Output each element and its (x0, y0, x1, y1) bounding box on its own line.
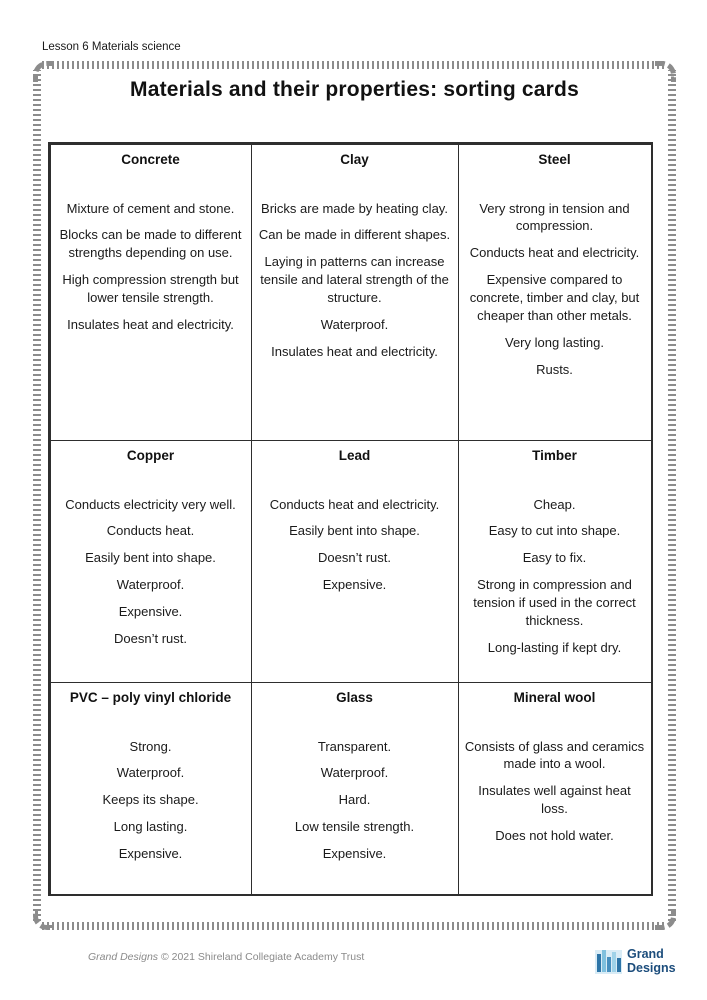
card-mineral-wool (458, 682, 652, 895)
card-timber (458, 440, 652, 683)
card-facts (56, 496, 246, 649)
card-facts (56, 738, 246, 864)
card-title: Glass (336, 689, 373, 705)
credit-brand: Grand Designs (88, 951, 159, 963)
card-fact: Hard. (338, 792, 371, 808)
card-fact: Insulates heat and electricity. (271, 344, 438, 360)
card-fact: Mixture of cement and stone. (66, 200, 235, 216)
card-facts (464, 496, 646, 658)
copyright-credit (88, 951, 364, 963)
card-fact: Blocks can be made to different strengths depending on use. (59, 227, 242, 261)
card-fact: Consists of glass and ceramics made into a wool. (464, 738, 645, 772)
card-clay (251, 144, 459, 441)
card-title: Timber (532, 447, 577, 463)
card-pvc (50, 682, 252, 895)
card-fact: Conducts electricity very well. (65, 496, 236, 512)
card-fact: Easily bent into shape. (85, 550, 216, 566)
card-facts (257, 200, 453, 362)
card-steel (458, 144, 652, 441)
card-fact: Bricks are made by heating clay. (261, 200, 448, 216)
page-title: Materials and their properties: sorting cards (130, 78, 579, 101)
card-fact: Conducts heat and electricity. (269, 496, 440, 512)
card-facts (464, 738, 646, 846)
card-fact: Easy to fix. (522, 550, 587, 566)
card-fact: Insulates heat and electricity. (67, 317, 234, 333)
card-fact: Insulates well against heat loss. (478, 783, 631, 817)
card-glass (251, 682, 459, 895)
credit-text: © 2021 Shireland Collegiate Academy Trust (158, 951, 365, 963)
card-fact: Doesn’t rust. (318, 550, 391, 566)
sorting-cards-table (48, 142, 653, 896)
card-fact: Expensive. (322, 846, 387, 862)
card-title: Steel (538, 151, 571, 167)
card-fact: Waterproof. (116, 765, 185, 781)
card-fact: Keeps its shape. (102, 792, 199, 808)
card-title: Lead (338, 447, 371, 463)
card-fact: Conducts heat and electricity. (469, 245, 640, 261)
logo-line2: Designs (627, 961, 676, 975)
frame-edge-top (42, 61, 667, 69)
grand-designs-logo (595, 947, 676, 977)
card-fact: Strong in compression and tension if used in the correct thickness. (473, 577, 636, 629)
card-title: Concrete (121, 151, 180, 167)
card-fact: Conducts heat. (106, 523, 195, 539)
card-concrete (50, 144, 252, 441)
card-fact: Rusts. (536, 362, 573, 378)
frame-corner-bottom-left (33, 909, 54, 930)
card-facts (464, 200, 646, 380)
card-fact: Expensive compared to concrete, timber and clay, but cheaper than other metals. (469, 272, 640, 324)
card-title: Mineral wool (513, 689, 596, 705)
card-fact: Cheap. (533, 496, 576, 512)
card-fact: Expensive. (118, 846, 183, 862)
frame-corner-bottom-right (655, 909, 676, 930)
card-lead (251, 440, 459, 683)
card-fact: Waterproof. (320, 317, 389, 333)
card-fact: Expensive. (322, 577, 387, 593)
frame-edge-right (668, 70, 676, 921)
frame-edge-bottom (42, 922, 667, 930)
card-fact: Very strong in tension and compression. (479, 200, 630, 234)
card-facts (257, 496, 453, 595)
card-fact: Waterproof. (116, 577, 185, 593)
card-fact: Low tensile strength. (294, 819, 415, 835)
card-title: Copper (126, 447, 175, 463)
card-fact: Waterproof. (320, 765, 389, 781)
card-copper (50, 440, 252, 683)
card-fact: Expensive. (118, 604, 183, 620)
lesson-header: Lesson 6 Materials science (42, 41, 181, 53)
card-fact: Doesn’t rust. (114, 631, 187, 647)
card-facts (56, 200, 246, 335)
card-fact: Very long lasting. (504, 335, 604, 351)
card-fact: Long lasting. (113, 819, 188, 835)
card-facts (257, 738, 453, 864)
card-fact: Easily bent into shape. (289, 523, 420, 539)
card-fact: High compression strength but lower tensile strength. (62, 272, 239, 306)
card-fact: Transparent. (317, 738, 392, 754)
card-title: PVC – poly vinyl chloride (69, 689, 232, 705)
card-fact: Can be made in different shapes. (258, 227, 451, 243)
city-buildings-icon (595, 947, 622, 977)
frame-edge-left (33, 70, 41, 921)
logo-line1: Grand (627, 947, 664, 962)
card-fact: Strong. (129, 738, 172, 754)
card-fact: Does not hold water. (495, 828, 614, 844)
card-fact: Laying in patterns can increase tensile and lateral strength of the structure. (260, 254, 449, 306)
card-fact: Long-lasting if kept dry. (487, 640, 622, 656)
logo-text (627, 948, 676, 976)
card-title: Clay (340, 151, 369, 167)
card-fact: Easy to cut into shape. (488, 523, 621, 539)
